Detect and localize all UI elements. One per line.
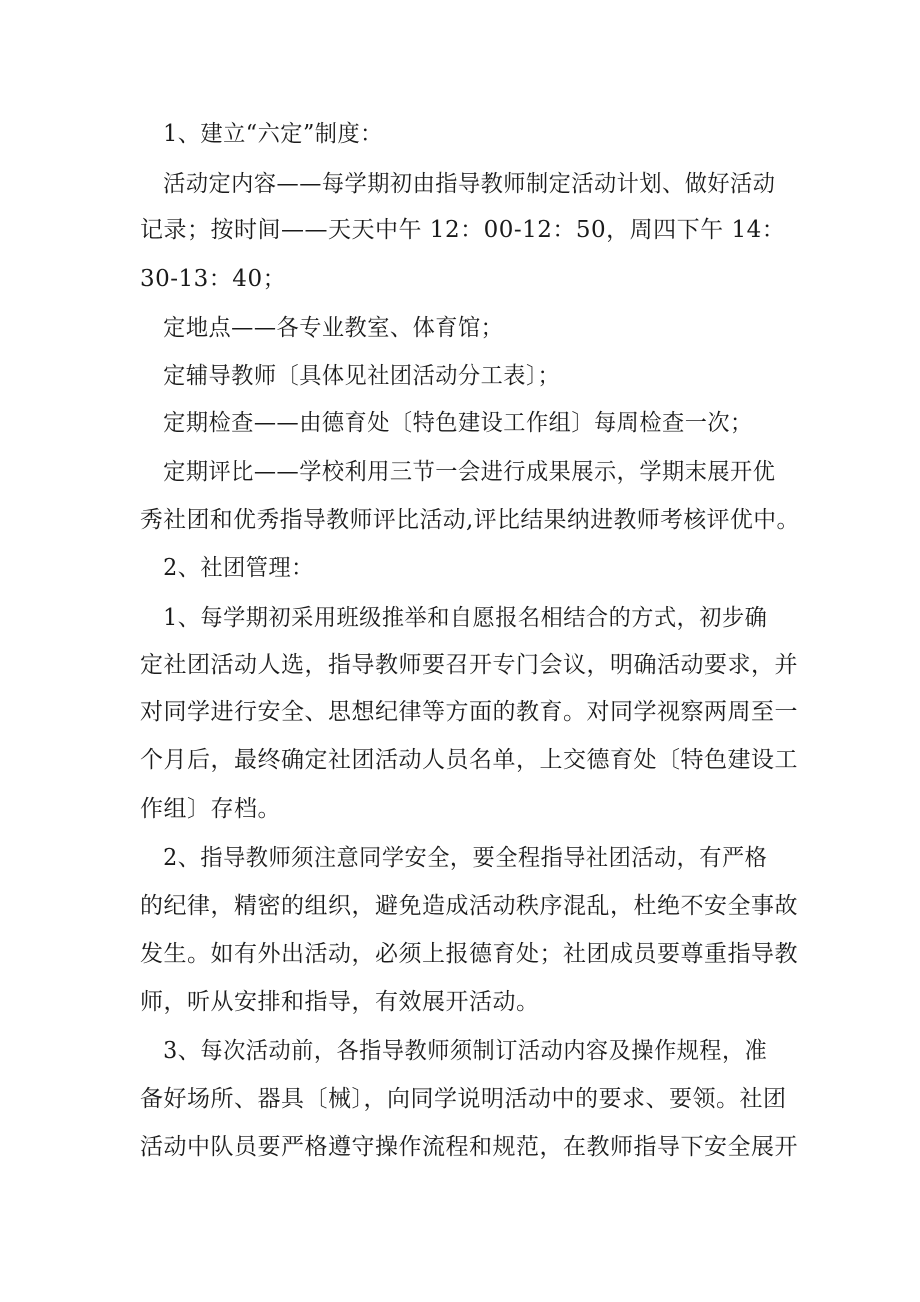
text-line: 发生。如有外出活动，必须上报德育处；社团成员要尊重指导教 — [140, 941, 798, 967]
text-line: 师，听从安排和指导，有效展开活动。 — [140, 989, 540, 1015]
text-line: 个月后，最终确定社团活动人员名单，上交德育处〔特色建设工 — [140, 747, 798, 773]
text-line: 30-13：40； — [140, 266, 287, 292]
text-line: 记录；按时间——天天中午 12：00-12：50，周四下午 14： — [140, 217, 786, 243]
text-line: 的纪律，精密的组织，避免造成活动秩序混乱，杜绝不安全事故 — [140, 893, 798, 919]
text-line: 对同学进行安全、思想纪律等方面的教育。对同学视察两周至一 — [140, 699, 798, 725]
text-line: 定辅导教师〔具体见社团活动分工表〕； — [163, 363, 561, 389]
text-line: 2、指导教师须注意同学安全，要全程指导社团活动，有严格 — [163, 845, 768, 871]
text-line: 2、社团管理： — [163, 555, 314, 581]
text-line: 1、建立“六定”制度： — [163, 121, 383, 147]
text-line: 3、每次活动前，各指导教师须制订活动内容及操作规程，准 — [163, 1038, 768, 1064]
text-line: 秀社团和优秀指导教师评比活动,评比结果纳进教师考核评优中。 — [140, 507, 800, 533]
text-line: 定期评比——学校利用三节一会进行成果展示，学期末展开优 — [163, 459, 776, 485]
text-line: 作组〕存档。 — [140, 796, 281, 822]
text-line: 定社团活动人选，指导教师要召开专门会议，明确活动要求，并 — [140, 652, 798, 678]
text-line: 定地点——各专业教室、体育馆； — [163, 315, 504, 341]
text-line: 备好场所、器具〔械〕，向同学说明活动中的要求、要领。社团 — [140, 1086, 787, 1112]
text-line: 活动定内容——每学期初由指导教师制定活动计划、做好活动 — [163, 171, 776, 197]
text-line: 1、每学期初采用班级推举和自愿报名相结合的方式，初步确 — [163, 605, 768, 631]
text-line: 活动中队员要严格遵守操作流程和规范，在教师指导下安全展开 — [140, 1134, 798, 1160]
text-line: 定期检查——由德育处〔特色建设工作组〕每周检查一次； — [163, 410, 753, 436]
